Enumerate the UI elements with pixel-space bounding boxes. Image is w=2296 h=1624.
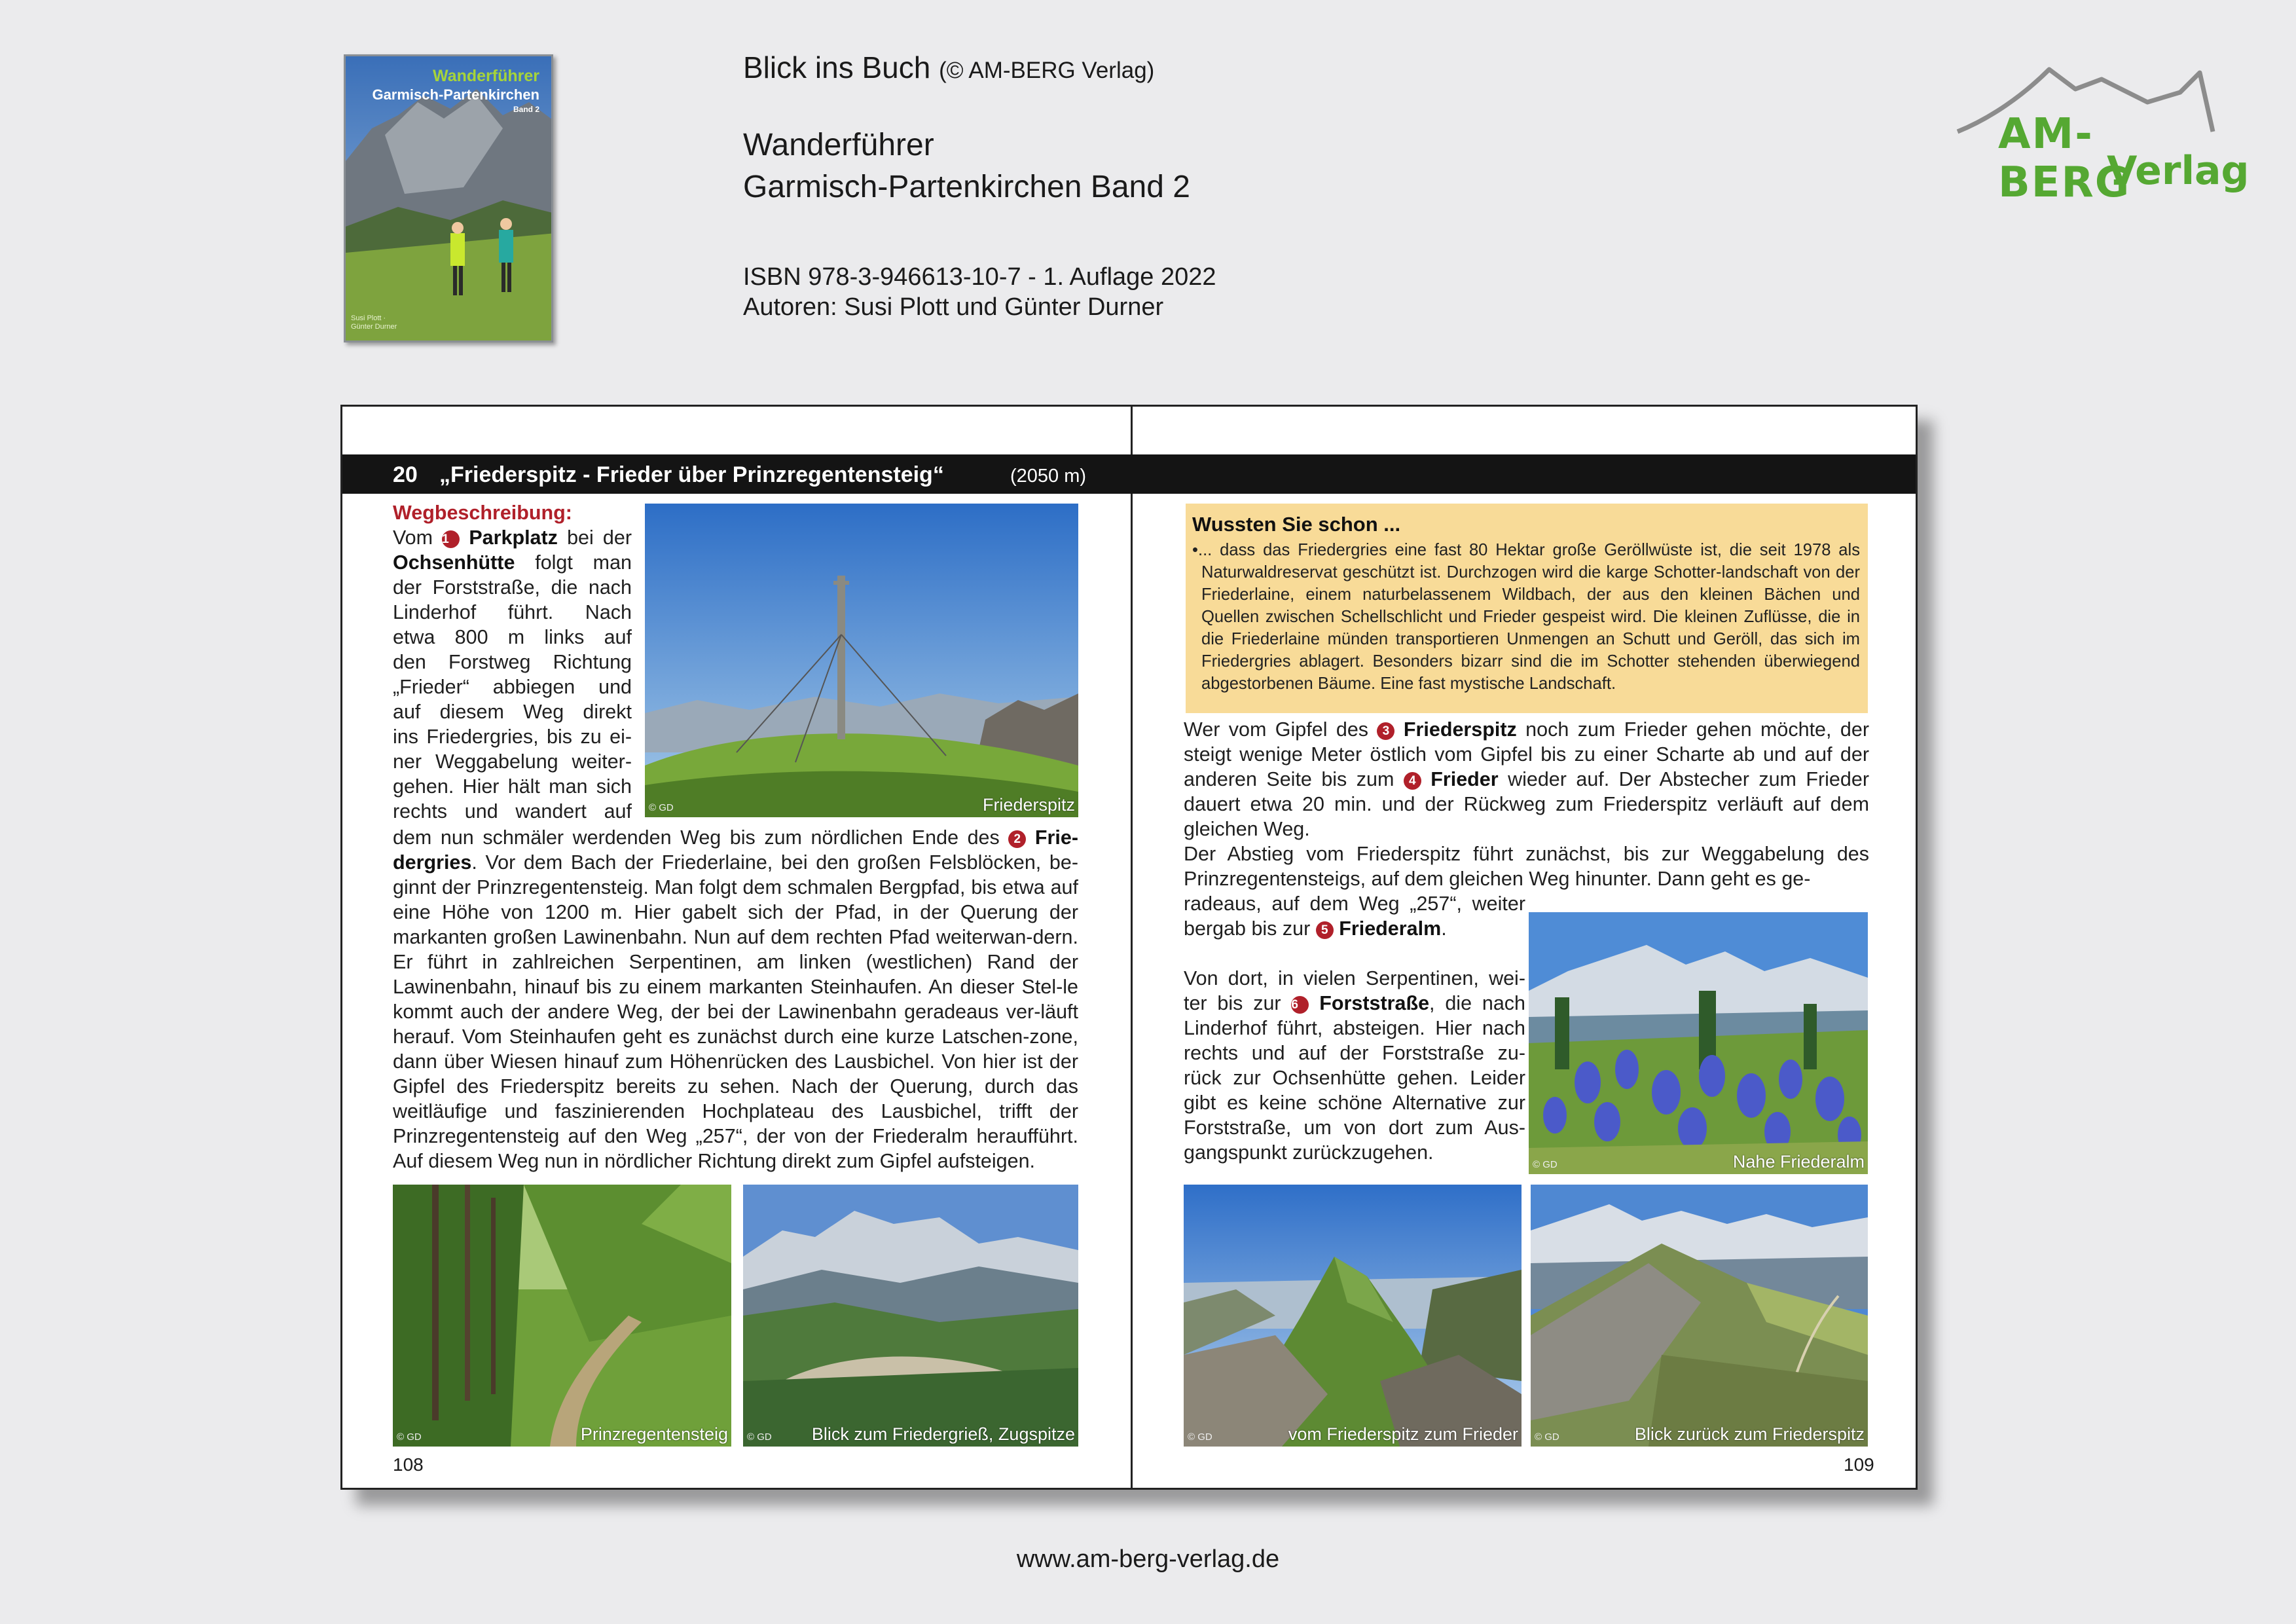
text-line bbox=[1184, 991, 1525, 1016]
photo-caption: Friederspitz bbox=[982, 795, 1075, 815]
text-line bbox=[1184, 966, 1525, 991]
text-line-text: gehen. Hier hält man sich bbox=[393, 775, 632, 798]
preview-heading bbox=[743, 50, 1154, 85]
book-spread bbox=[340, 405, 1918, 1490]
route-bold-friedergries: Frie-dergries bbox=[393, 826, 1078, 874]
text-line-text: rück zur Ochsenhütte gehen. Leider bbox=[1184, 1067, 1525, 1089]
photo-back-to-friederspitz bbox=[1531, 1185, 1868, 1447]
text-line bbox=[393, 650, 632, 674]
book-type: Wanderführer bbox=[743, 128, 934, 162]
waypoint-4-icon: 4 bbox=[1404, 772, 1421, 790]
text-line bbox=[393, 799, 632, 824]
text-line-text: gibt es keine schöne Alternative zur bbox=[1184, 1092, 1525, 1114]
text-line-text: bei der bbox=[557, 526, 632, 549]
descent-text-full bbox=[1184, 717, 1869, 891]
text-line bbox=[393, 525, 632, 550]
did-you-know-box bbox=[1186, 504, 1868, 713]
text-line-bold: Forststraße bbox=[1319, 992, 1430, 1014]
photo-friederspitz-summit bbox=[645, 504, 1078, 817]
book-cover-image bbox=[344, 54, 553, 342]
text-line bbox=[1184, 1090, 1525, 1115]
route-heading: Wegbeschreibung: bbox=[393, 502, 572, 524]
descent-narrow-post: . bbox=[1441, 917, 1447, 940]
logo-line-2: Verlag bbox=[2107, 148, 2250, 194]
text-line-text: Forststraße, um von dort zum Aus- bbox=[1184, 1116, 1525, 1139]
photo-credit: © GD bbox=[1188, 1431, 1212, 1443]
text-line-text: ins Friedergries, bis zu ei- bbox=[393, 726, 632, 748]
cover-title-1: Wanderführer bbox=[433, 67, 539, 85]
descent-narrow-line-2 bbox=[1184, 916, 1525, 941]
text-line bbox=[393, 550, 632, 575]
photo-nahe-friederalm bbox=[1529, 912, 1868, 1174]
text-line-text: der Forststraße, die nach bbox=[393, 576, 632, 599]
photo-caption: Prinzregentensteig bbox=[580, 1424, 728, 1444]
page-number-right: 109 bbox=[1844, 1454, 1874, 1475]
text-line bbox=[393, 699, 632, 724]
did-you-know-body: •... dass das Friedergries eine fast 80 Hektar große Geröllwüste ist, die seit 1978 als Naturwaldreservat geschützt ist. Durchzogen wird die karge Schotter-landschaft von der Friederlaine, einem naturbelassenem Wildbach, der aus den kleinen Bächen und Quellen zwischen Schellschlicht und Frieder gespeist wird. Die kleinen Zuflüsse, die in die Friederlaine münden transportieren Unmengen an Schutt und Geröll, das sich im Friedergries ablagert. Besonders bizarr sind die im Schotter stehenden überwiegend abgestorbenen Bäume. Eine fast mystische Landschaft. bbox=[1192, 541, 1860, 693]
text-line bbox=[393, 774, 632, 799]
bold-frieder: Frieder bbox=[1430, 768, 1499, 790]
text-line bbox=[1184, 1041, 1525, 1065]
tour-title-bar bbox=[342, 454, 1916, 494]
text-line-bold: Parkplatz bbox=[469, 526, 558, 549]
photo-caption: Blick zurück zum Friederspitz bbox=[1634, 1424, 1865, 1444]
waypoint-5-icon: 5 bbox=[1316, 921, 1334, 939]
preview-heading-copyright: (© AM-BERG Verlag) bbox=[939, 58, 1155, 83]
photo-friedergries-zugspitze bbox=[743, 1185, 1078, 1447]
cover-title-3: Band 2 bbox=[513, 105, 539, 114]
isbn-line: ISBN 978-3-946613-10-7 - 1. Auflage 2022 bbox=[743, 263, 1216, 291]
text-line-text: den Forstweg Richtung bbox=[393, 651, 632, 673]
text-line bbox=[1184, 1140, 1525, 1165]
route-description-narrow bbox=[393, 500, 632, 824]
text-line bbox=[393, 724, 632, 749]
text-line-pre: Vom bbox=[393, 526, 443, 549]
route-narrow-lines bbox=[393, 525, 632, 824]
descent-paragraph-2: Der Abstieg vom Friederspitz führt zunächst, bis zur Weggabelung des Prinzregentensteigs, auf dem gleichen Weg hinunter. Dann geht es ge- bbox=[1184, 843, 1869, 890]
text-line bbox=[1184, 1065, 1525, 1090]
text-line-text: Linderhof führt, absteigen. Hier nach bbox=[1184, 1017, 1525, 1039]
waypoint-1-icon: 1 bbox=[442, 530, 460, 548]
authors-line: Autoren: Susi Plott und Günter Durner bbox=[743, 293, 1164, 321]
cover-authors: Susi Plott · Günter Durner bbox=[351, 314, 397, 331]
page-number-left: 108 bbox=[393, 1454, 424, 1475]
photo-caption: vom Friederspitz zum Frieder bbox=[1288, 1424, 1518, 1444]
photo-prinzregentensteig bbox=[393, 1185, 731, 1447]
text-line bbox=[393, 749, 632, 774]
tour-number: 20 bbox=[393, 462, 418, 487]
text-line-text: ner Weggabelung weiter- bbox=[393, 750, 632, 773]
text-line-text: , die nach bbox=[1429, 992, 1526, 1014]
logo-line-1: AM-BERG bbox=[1998, 110, 2131, 207]
text-line-text: Von dort, in vielen Serpentinen, wei- bbox=[1184, 967, 1525, 989]
text-line bbox=[1184, 1016, 1525, 1041]
text-line-text: gangspunkt zurückzugehen. bbox=[1184, 1141, 1434, 1164]
text-line-text: Linderhof führt. Nach bbox=[393, 601, 632, 623]
text-line-text: auf diesem Weg direkt bbox=[393, 701, 632, 723]
book-title: Garmisch-Partenkirchen Band 2 bbox=[743, 170, 1190, 204]
descent-text-narrow bbox=[1184, 891, 1525, 1165]
paragraph-gap bbox=[1184, 941, 1525, 966]
descent-narrow-lines bbox=[1184, 966, 1525, 1165]
photo-credit: © GD bbox=[649, 802, 674, 813]
route-text-b: . Vor dem Bach der Friederlaine, bei den großen Felsblöcken, be-ginnt der Prinzregentensteig. Man folgt dem schmalen Bergpfad, bis etwa auf eine Höhe von 1200 m. Hier gabelt sich der Pfad, in der Querung der markanten großen Lawinenbahn. Nun auf dem rechten Pfad weiterwan-dern. Er führt in zahlreichen Serpentinen, am linken (westlichen) Rand der Lawinenbahn, hinauf bis zu einem markanten Steinhaufen. An dieser Stel-le kommt auch der andere Weg, der bei der Lawinenbahn geradeaus ver-läuft herauf. Vom Steinhaufen geht es zunächst durch eine kurze Latschen-zone, dann über Wiesen hinauf zum Höhenrücken des Lausbichel. Von hier ist der Gipfel des Friederspitz bereits zu sehen. Nach der Querung, durch das weitläufige und faszinierenden Hochplateau des Lausbichel, trifft der Prinzregentensteig auf den Weg „257“, der von der Friederalm heraufführt. Auf diesem Weg nun in nördlicher Richtung direkt zum Gipfel aufsteigen. bbox=[393, 851, 1078, 1172]
book-spine bbox=[1131, 407, 1133, 1488]
text-line-pre: ter bis zur bbox=[1184, 992, 1292, 1014]
photo-friederspitz-to-frieder bbox=[1184, 1185, 1522, 1447]
text-line-text: rechts und auf der Forststraße zu- bbox=[1184, 1042, 1525, 1064]
tour-altitude: (2050 m) bbox=[1010, 466, 1087, 487]
preview-heading-main: Blick ins Buch bbox=[743, 50, 931, 84]
text-line bbox=[393, 674, 632, 699]
text-line bbox=[393, 625, 632, 650]
publisher-website[interactable]: www.am-berg-verlag.de bbox=[1016, 1545, 1280, 1573]
text-line-text: etwa 800 m links auf bbox=[393, 626, 632, 648]
photo-credit: © GD bbox=[1533, 1159, 1558, 1170]
text-line bbox=[393, 575, 632, 600]
descent-text-b: noch zum Frieder gehen möchte, der steigt wenige Meter östlich vom Gipfel bis zu einer Scharte ab und auf der anderen Seite bis zum bbox=[1184, 718, 1869, 790]
waypoint-6-icon: 6 bbox=[1291, 996, 1309, 1014]
did-you-know-title: Wussten Sie schon ... bbox=[1192, 513, 1401, 536]
text-line bbox=[1184, 1115, 1525, 1140]
text-line bbox=[393, 600, 632, 625]
photo-credit: © GD bbox=[397, 1431, 422, 1443]
photo-credit: © GD bbox=[1535, 1431, 1559, 1443]
text-line-text: „Frieder“ abbiegen und bbox=[393, 676, 632, 698]
waypoint-2-icon: 2 bbox=[1008, 830, 1026, 848]
descent-text-c: wieder auf. Der Abstecher zum Frieder dauert etwa 20 min. und der Rückweg zum Friederspitz verläuft auf dem gleichen Weg. bbox=[1184, 768, 1869, 840]
route-text-a: dem nun schmäler werdenden Weg bis zum nördlichen Ende des bbox=[393, 826, 1009, 849]
photo-caption: Nahe Friederalm bbox=[1732, 1152, 1865, 1172]
text-line-text: folgt man bbox=[515, 551, 632, 574]
route-description-full bbox=[393, 825, 1078, 1173]
photo-caption: Blick zum Friedergrieß, Zugspitze bbox=[811, 1424, 1075, 1444]
bold-friederspitz: Friederspitz bbox=[1403, 718, 1517, 741]
descent-narrow-pre: bergab bis zur bbox=[1184, 917, 1316, 940]
bold-friederalm: Friederalm bbox=[1339, 917, 1442, 940]
cover-title-2: Garmisch-Partenkirchen bbox=[372, 86, 539, 103]
descent-text-a: Wer vom Gipfel des bbox=[1184, 718, 1377, 741]
photo-credit: © GD bbox=[747, 1431, 772, 1443]
tour-title: „Friederspitz - Frieder über Prinzregentensteig“ bbox=[439, 462, 944, 487]
text-line-text: rechts und wandert auf bbox=[393, 800, 632, 822]
publisher-logo bbox=[1951, 56, 2250, 207]
waypoint-3-icon: 3 bbox=[1377, 722, 1394, 740]
descent-narrow-line-1: radeaus, auf dem Weg „257“, weiter bbox=[1184, 893, 1525, 915]
text-line-bold: Ochsenhütte bbox=[393, 551, 515, 574]
